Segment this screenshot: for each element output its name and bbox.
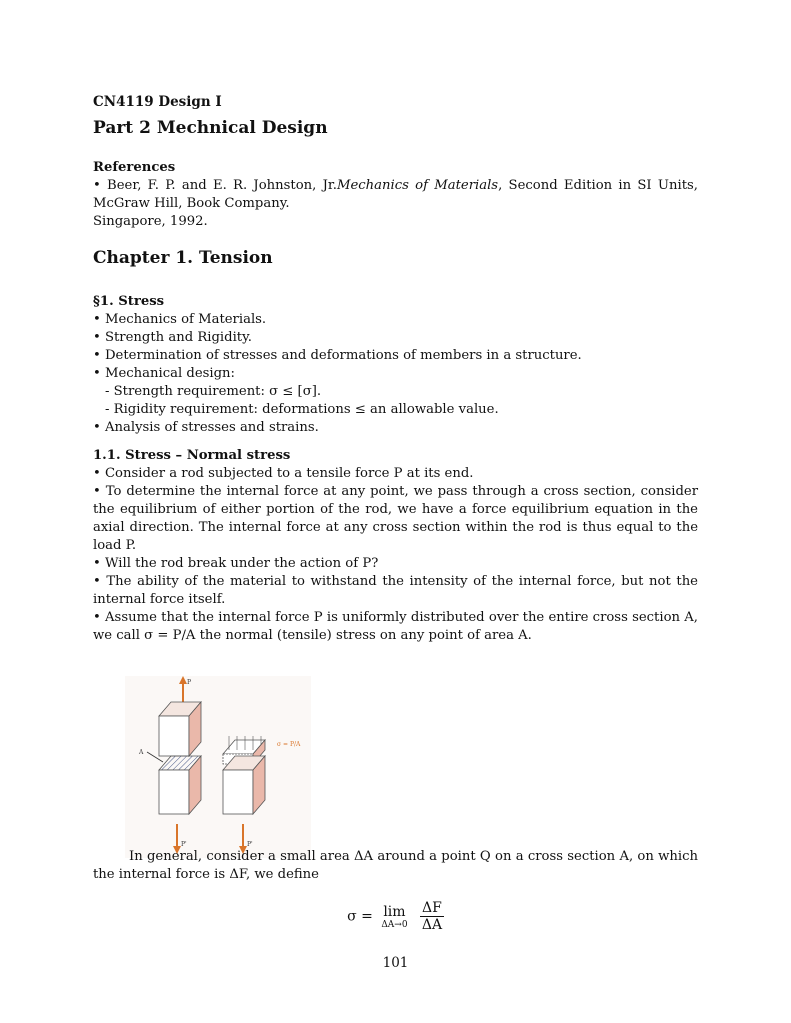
label-a: A [139, 749, 144, 756]
paragraph: • Will the rod break under the action of P? [93, 556, 379, 571]
chapter-title: Chapter 1. Tension [93, 248, 273, 268]
left-rod [147, 676, 201, 854]
section-stress-heading: §1. Stress [93, 294, 165, 309]
page-content [93, 93, 698, 645]
paragraph: • To determine the internal force at any point, we pass through a cross section, consider the equilibrium of either portion of the rod, we have a force equilibrium equation in the axial direction. The internal force at any cross section within the rod is thus equal to the load P. [93, 484, 698, 553]
reference-place: Singapore, 1992. [93, 214, 208, 229]
references-heading: References [93, 160, 176, 175]
rod-diagram-svg [125, 676, 311, 858]
list-item: • Mechanics of Materials. [93, 312, 267, 327]
paragraph: • The ability of the material to withstand the intensity of the internal force, but not the internal force itself. [93, 574, 698, 607]
rod-tension-figure [125, 676, 311, 858]
list-item: • Determination of stresses and deformations of members in a structure. [93, 348, 582, 363]
label-pprime-right: P' [247, 841, 253, 848]
course-code: CN4119 Design I [93, 94, 222, 110]
stress-definition-formula [0, 900, 791, 933]
section-normal-stress-heading: 1.1. Stress – Normal stress [93, 448, 291, 463]
label-pprime-left: P' [181, 841, 187, 848]
label-p: P [187, 679, 192, 686]
page-number: 101 [382, 955, 409, 971]
paragraph: • Consider a rod subjected to a tensile force P at its end. [93, 466, 474, 481]
book-title: Mechanics of Materials [336, 178, 499, 193]
reference-entry: • Beer, F. P. and E. R. Johnston, Jr.Mechanics of Materials, Second Edition in SI Units, McGraw Hill, Book Company. [93, 178, 698, 211]
paragraph: • Assume that the internal force P is uniformly distributed over the entire cross section A, we call σ = P/A the normal (tensile) stress on any point of area A. [93, 610, 698, 643]
list-item: • Strength and Rigidity. [93, 330, 252, 345]
list-item: • Mechanical design: [93, 366, 235, 381]
label-sigma: σ = P/A [277, 741, 301, 748]
list-item: • Analysis of stresses and strains. [93, 420, 319, 435]
list-subitem: - Strength requirement: σ ≤ [σ]. [105, 384, 322, 399]
formula-fraction: $\frac{\Delta F}{\Delta A}$ [421, 900, 443, 933]
formula-lhs: σ = [347, 908, 373, 925]
right-rod [223, 736, 265, 854]
paragraph-general: In general, consider a small area ΔA around a point Q on a cross section A, on which the internal force is ΔF, we define [93, 849, 698, 882]
formula-limit: lim ΔA→0 [381, 903, 408, 930]
list-subitem: - Rigidity requirement: deformations ≤ an allowable value. [105, 402, 499, 417]
part-title: Part 2 Mechnical Design [93, 118, 328, 138]
